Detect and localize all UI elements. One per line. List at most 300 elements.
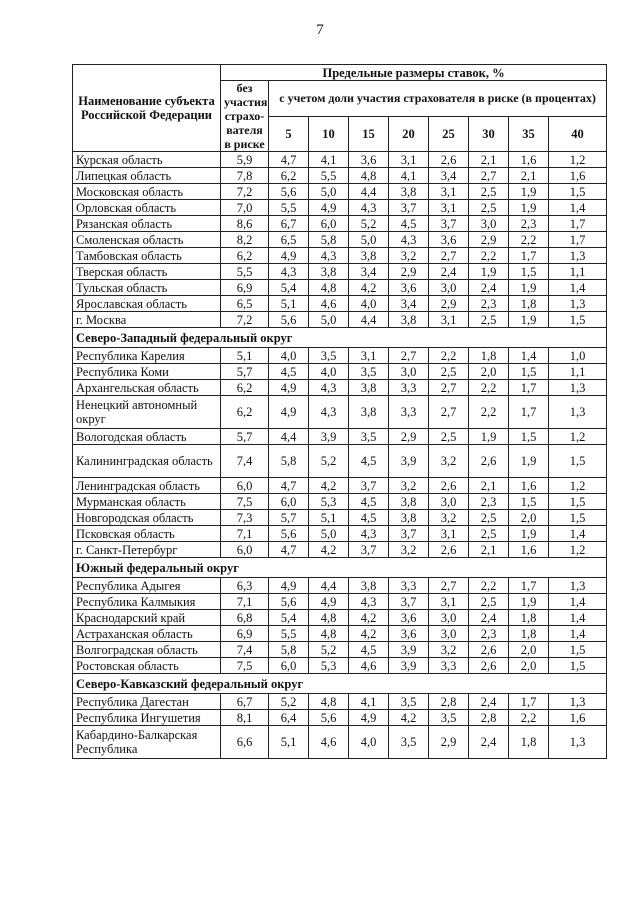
- share-rate-cell: 2,2: [469, 396, 509, 429]
- share-rate-cell: 5,5: [309, 168, 349, 184]
- table-row: [73, 200, 607, 216]
- share-rate-cell: 3,0: [429, 280, 469, 296]
- base-rate-cell: 8,1: [221, 710, 269, 726]
- share-rate-cell: 1,9: [509, 594, 549, 610]
- table-row: [73, 578, 607, 594]
- share-rate-cell: 2,0: [509, 658, 549, 674]
- share-rate-cell: 4,6: [309, 726, 349, 759]
- share-rate-cell: 1,3: [549, 578, 607, 594]
- share-rate-cell: 4,3: [269, 264, 309, 280]
- share-rate-cell: 1,9: [509, 526, 549, 542]
- share-rate-cell: 2,2: [469, 578, 509, 594]
- share-rate-cell: 1,8: [509, 610, 549, 626]
- share-rate-cell: 6,0: [269, 494, 309, 510]
- share-rate-cell: 2,6: [429, 478, 469, 494]
- share-rate-cell: 2,5: [469, 184, 509, 200]
- share-rate-cell: 4,5: [349, 510, 389, 526]
- table-row: [73, 494, 607, 510]
- region-name-cell: Краснодарский край: [73, 610, 221, 626]
- base-rate-cell: 7,2: [221, 184, 269, 200]
- share-rate-cell: 4,3: [309, 396, 349, 429]
- share-rate-cell: 1,7: [509, 396, 549, 429]
- share-rate-cell: 3,1: [429, 200, 469, 216]
- share-rate-cell: 2,4: [469, 726, 509, 759]
- share-rate-cell: 5,6: [269, 526, 309, 542]
- share-rate-cell: 4,7: [269, 478, 309, 494]
- share-rate-cell: 3,8: [349, 578, 389, 594]
- share-rate-cell: 5,3: [309, 658, 349, 674]
- region-name-cell: Мурманская область: [73, 494, 221, 510]
- share-rate-cell: 5,6: [269, 312, 309, 328]
- base-rate-cell: 6,0: [221, 478, 269, 494]
- table-row: [73, 726, 607, 759]
- share-rate-cell: 2,5: [469, 526, 509, 542]
- table-row: [73, 232, 607, 248]
- region-name-header: Наименование субъекта Российской Федерации: [73, 65, 221, 152]
- share-rate-cell: 2,1: [469, 152, 509, 168]
- share-rate-cell: 4,5: [349, 445, 389, 478]
- share-rate-cell: 1,8: [509, 726, 549, 759]
- share-rate-cell: 5,0: [309, 526, 349, 542]
- table-row: [73, 526, 607, 542]
- share-rate-cell: 1,2: [549, 429, 607, 445]
- share-rate-cell: 6,0: [309, 216, 349, 232]
- share-rate-cell: 2,1: [509, 168, 549, 184]
- share-rate-cell: 4,4: [269, 429, 309, 445]
- share-rate-cell: 1,7: [549, 232, 607, 248]
- section-row: [73, 558, 607, 578]
- region-name-cell: Липецкая область: [73, 168, 221, 184]
- share-rate-cell: 4,7: [269, 152, 309, 168]
- share-rate-cell: 2,7: [429, 248, 469, 264]
- region-name-cell: Кабардино-Балкарская Республика: [73, 726, 221, 759]
- share-rate-cell: 5,2: [269, 694, 309, 710]
- share-rate-cell: 4,8: [309, 694, 349, 710]
- share-rate-cell: 5,8: [269, 445, 309, 478]
- share-rate-cell: 2,5: [469, 594, 509, 610]
- base-rate-cell: 8,6: [221, 216, 269, 232]
- share-rate-cell: 1,3: [549, 380, 607, 396]
- region-name-cell: Ленинградская область: [73, 478, 221, 494]
- share-rate-cell: 3,3: [389, 578, 429, 594]
- share-rate-cell: 2,4: [429, 264, 469, 280]
- share-rate-cell: 3,3: [389, 396, 429, 429]
- share-rate-cell: 1,5: [509, 264, 549, 280]
- share-rate-cell: 4,0: [349, 726, 389, 759]
- table-row: [73, 348, 607, 364]
- share-rate-cell: 1,4: [549, 626, 607, 642]
- base-rate-cell: 6,3: [221, 578, 269, 594]
- share-rate-cell: 2,7: [429, 380, 469, 396]
- table-header: [73, 65, 607, 152]
- share-rate-cell: 5,7: [269, 510, 309, 526]
- share-rate-cell: 1,5: [549, 658, 607, 674]
- share-rate-cell: 1,8: [469, 348, 509, 364]
- table-row: [73, 396, 607, 429]
- share-rate-cell: 2,6: [429, 542, 469, 558]
- table-row: [73, 658, 607, 674]
- share-rate-cell: 2,9: [429, 726, 469, 759]
- share-rate-cell: 4,5: [349, 642, 389, 658]
- share-rate-cell: 3,9: [389, 658, 429, 674]
- share-rate-cell: 1,8: [509, 626, 549, 642]
- share-rate-cell: 4,9: [349, 710, 389, 726]
- share-rate-cell: 2,7: [429, 396, 469, 429]
- share-rate-cell: 1,3: [549, 248, 607, 264]
- base-rate-cell: 6,5: [221, 296, 269, 312]
- share-rate-cell: 4,8: [349, 168, 389, 184]
- base-rate-cell: 6,0: [221, 542, 269, 558]
- share-rate-cell: 3,7: [429, 216, 469, 232]
- share-rate-cell: 5,2: [349, 216, 389, 232]
- share-rate-cell: 3,4: [349, 264, 389, 280]
- share-rate-cell: 1,7: [509, 380, 549, 396]
- share-rate-cell: 4,2: [309, 542, 349, 558]
- base-rate-cell: 8,2: [221, 232, 269, 248]
- table-row: [73, 184, 607, 200]
- share-rate-cell: 3,7: [389, 594, 429, 610]
- table-row: [73, 610, 607, 626]
- percent-header-cell: 40: [549, 116, 607, 152]
- share-rate-cell: 2,5: [429, 364, 469, 380]
- table-row: [73, 710, 607, 726]
- share-rate-cell: 4,3: [309, 380, 349, 396]
- share-rate-cell: 3,0: [469, 216, 509, 232]
- share-rate-cell: 4,6: [309, 296, 349, 312]
- share-rate-cell: 4,5: [269, 364, 309, 380]
- region-name-cell: Вологодская область: [73, 429, 221, 445]
- share-rate-cell: 4,4: [309, 578, 349, 594]
- share-rate-cell: 5,6: [309, 710, 349, 726]
- share-rate-cell: 5,0: [309, 184, 349, 200]
- region-name-cell: Тверская область: [73, 264, 221, 280]
- table-row: [73, 510, 607, 526]
- share-rate-cell: 3,8: [309, 264, 349, 280]
- share-rate-cell: 1,6: [549, 168, 607, 184]
- share-rate-cell: 1,9: [469, 429, 509, 445]
- base-rate-cell: 6,6: [221, 726, 269, 759]
- share-rate-cell: 1,9: [469, 264, 509, 280]
- share-rate-cell: 3,8: [349, 248, 389, 264]
- share-rate-cell: 1,6: [509, 152, 549, 168]
- share-rate-cell: 4,7: [269, 542, 309, 558]
- share-rate-cell: 4,2: [309, 478, 349, 494]
- share-header: с учетом доли участия страхователя в риске (в процентах): [269, 81, 607, 117]
- share-rate-cell: 2,9: [389, 429, 429, 445]
- share-rate-cell: 1,5: [549, 642, 607, 658]
- share-rate-cell: 3,2: [429, 510, 469, 526]
- base-rate-cell: 7,5: [221, 658, 269, 674]
- table-row: [73, 478, 607, 494]
- share-rate-cell: 1,6: [509, 478, 549, 494]
- share-rate-cell: 3,4: [429, 168, 469, 184]
- share-rate-cell: 3,5: [429, 710, 469, 726]
- region-name-cell: Республика Коми: [73, 364, 221, 380]
- table-row: [73, 152, 607, 168]
- share-rate-cell: 2,7: [429, 578, 469, 594]
- base-rate-cell: 7,8: [221, 168, 269, 184]
- share-rate-cell: 3,2: [429, 445, 469, 478]
- share-rate-cell: 2,0: [509, 642, 549, 658]
- share-rate-cell: 2,4: [469, 694, 509, 710]
- share-rate-cell: 1,4: [549, 594, 607, 610]
- share-rate-cell: 1,5: [549, 510, 607, 526]
- share-rate-cell: 2,2: [509, 232, 549, 248]
- share-rate-cell: 2,7: [469, 168, 509, 184]
- base-rate-cell: 6,8: [221, 610, 269, 626]
- share-rate-cell: 2,6: [469, 445, 509, 478]
- share-rate-cell: 1,5: [549, 184, 607, 200]
- share-rate-cell: 1,9: [509, 184, 549, 200]
- base-rate-cell: 5,7: [221, 364, 269, 380]
- rates-table: [72, 64, 607, 759]
- region-name-cell: Московская область: [73, 184, 221, 200]
- table-row: [73, 296, 607, 312]
- region-name-cell: Республика Дагестан: [73, 694, 221, 710]
- section-row: [73, 328, 607, 348]
- base-rate-cell: 6,9: [221, 280, 269, 296]
- share-rate-cell: 2,2: [469, 380, 509, 396]
- share-rate-cell: 4,3: [349, 594, 389, 610]
- share-rate-cell: 2,0: [469, 364, 509, 380]
- region-name-cell: Псковская область: [73, 526, 221, 542]
- percent-header-cell: 20: [389, 116, 429, 152]
- share-rate-cell: 3,0: [429, 626, 469, 642]
- share-rate-cell: 1,4: [509, 348, 549, 364]
- share-rate-cell: 4,3: [309, 248, 349, 264]
- share-rate-cell: 2,1: [469, 478, 509, 494]
- share-rate-cell: 4,9: [309, 200, 349, 216]
- share-rate-cell: 2,1: [469, 542, 509, 558]
- share-rate-cell: 3,1: [429, 526, 469, 542]
- share-rate-cell: 5,4: [269, 280, 309, 296]
- share-rate-cell: 3,6: [389, 610, 429, 626]
- share-rate-cell: 1,2: [549, 478, 607, 494]
- base-rate-cell: 6,9: [221, 626, 269, 642]
- share-rate-cell: 1,5: [509, 429, 549, 445]
- share-rate-cell: 1,4: [549, 200, 607, 216]
- share-rate-cell: 3,8: [389, 494, 429, 510]
- share-rate-cell: 6,2: [269, 168, 309, 184]
- share-rate-cell: 3,5: [389, 694, 429, 710]
- share-rate-cell: 3,9: [309, 429, 349, 445]
- share-rate-cell: 2,9: [429, 296, 469, 312]
- share-rate-cell: 5,0: [349, 232, 389, 248]
- share-rate-cell: 4,0: [309, 364, 349, 380]
- share-rate-cell: 1,3: [549, 396, 607, 429]
- share-rate-cell: 2,3: [509, 216, 549, 232]
- share-rate-cell: 3,8: [389, 184, 429, 200]
- share-rate-cell: 3,1: [349, 348, 389, 364]
- share-rate-cell: 1,1: [549, 264, 607, 280]
- share-rate-cell: 3,1: [429, 594, 469, 610]
- share-rate-cell: 5,0: [309, 312, 349, 328]
- section-title: Южный федеральный округ: [73, 558, 607, 578]
- table-row: [73, 642, 607, 658]
- share-rate-cell: 1,9: [509, 312, 549, 328]
- base-rate-cell: 7,4: [221, 445, 269, 478]
- table-body: [73, 152, 607, 759]
- base-rate-cell: 5,7: [221, 429, 269, 445]
- share-rate-cell: 6,4: [269, 710, 309, 726]
- share-rate-cell: 3,6: [349, 152, 389, 168]
- share-rate-cell: 5,3: [309, 494, 349, 510]
- share-rate-cell: 1,3: [549, 726, 607, 759]
- percent-header-cell: 25: [429, 116, 469, 152]
- share-rate-cell: 2,8: [429, 694, 469, 710]
- share-rate-cell: 3,5: [309, 348, 349, 364]
- share-rate-cell: 3,2: [389, 248, 429, 264]
- base-rate-cell: 6,2: [221, 248, 269, 264]
- share-rate-cell: 4,2: [349, 610, 389, 626]
- share-rate-cell: 1,3: [549, 694, 607, 710]
- share-rate-cell: 4,5: [389, 216, 429, 232]
- base-rate-cell: 7,1: [221, 594, 269, 610]
- share-rate-cell: 5,1: [269, 726, 309, 759]
- base-rate-cell: 7,5: [221, 494, 269, 510]
- share-rate-cell: 3,3: [389, 380, 429, 396]
- share-rate-cell: 4,4: [349, 312, 389, 328]
- region-name-cell: Волгоградская область: [73, 642, 221, 658]
- share-rate-cell: 2,4: [469, 280, 509, 296]
- share-rate-cell: 2,2: [469, 248, 509, 264]
- table-row: [73, 216, 607, 232]
- share-rate-cell: 3,7: [349, 478, 389, 494]
- share-rate-cell: 3,1: [429, 184, 469, 200]
- share-rate-cell: 3,2: [389, 478, 429, 494]
- percent-header-cell: 30: [469, 116, 509, 152]
- share-rate-cell: 3,6: [389, 280, 429, 296]
- share-rate-cell: 1,4: [549, 280, 607, 296]
- region-name-cell: Орловская область: [73, 200, 221, 216]
- share-rate-cell: 5,1: [309, 510, 349, 526]
- region-name-cell: Архангельская область: [73, 380, 221, 396]
- share-rate-cell: 4,2: [349, 626, 389, 642]
- share-rate-cell: 4,1: [349, 694, 389, 710]
- share-rate-cell: 3,7: [389, 526, 429, 542]
- share-rate-cell: 3,2: [389, 542, 429, 558]
- table-row: [73, 429, 607, 445]
- share-rate-cell: 3,8: [389, 510, 429, 526]
- region-name-cell: Рязанская область: [73, 216, 221, 232]
- region-name-cell: Астраханская область: [73, 626, 221, 642]
- share-rate-cell: 3,9: [389, 642, 429, 658]
- share-rate-cell: 5,4: [269, 610, 309, 626]
- region-name-cell: Ростовская область: [73, 658, 221, 674]
- percent-header-cell: 15: [349, 116, 389, 152]
- share-rate-cell: 4,6: [349, 658, 389, 674]
- region-name-cell: Тамбовская область: [73, 248, 221, 264]
- base-rate-cell: 5,1: [221, 348, 269, 364]
- share-rate-cell: 4,0: [349, 296, 389, 312]
- region-name-cell: Республика Адыгея: [73, 578, 221, 594]
- section-title: Северо-Кавказский федеральный округ: [73, 674, 607, 694]
- share-rate-cell: 4,9: [269, 380, 309, 396]
- table-row: [73, 626, 607, 642]
- share-rate-cell: 3,7: [389, 200, 429, 216]
- share-rate-cell: 1,2: [549, 542, 607, 558]
- share-rate-cell: 4,8: [309, 280, 349, 296]
- table-row: [73, 248, 607, 264]
- share-rate-cell: 4,2: [389, 710, 429, 726]
- share-rate-cell: 5,6: [269, 594, 309, 610]
- share-rate-cell: 4,1: [389, 168, 429, 184]
- share-rate-cell: 1,5: [549, 494, 607, 510]
- share-rate-cell: 1,5: [509, 364, 549, 380]
- share-rate-cell: 3,6: [429, 232, 469, 248]
- percent-header-cell: 35: [509, 116, 549, 152]
- percent-header-cell: 10: [309, 116, 349, 152]
- share-rate-cell: 4,3: [349, 526, 389, 542]
- share-rate-cell: 3,1: [429, 312, 469, 328]
- share-rate-cell: 1,3: [549, 296, 607, 312]
- share-rate-cell: 2,2: [429, 348, 469, 364]
- share-rate-cell: 2,8: [469, 710, 509, 726]
- share-rate-cell: 2,5: [469, 312, 509, 328]
- page-number: 7: [316, 22, 324, 38]
- share-rate-cell: 2,3: [469, 296, 509, 312]
- table-row: [73, 445, 607, 478]
- table-row: [73, 264, 607, 280]
- base-rate-cell: 5,9: [221, 152, 269, 168]
- share-rate-cell: 5,6: [269, 184, 309, 200]
- share-rate-cell: 1,9: [509, 200, 549, 216]
- share-rate-cell: 1,4: [549, 610, 607, 626]
- table-row: [73, 312, 607, 328]
- share-rate-cell: 3,9: [389, 445, 429, 478]
- table-row: [73, 364, 607, 380]
- share-rate-cell: 4,1: [309, 152, 349, 168]
- base-rate-cell: 7,4: [221, 642, 269, 658]
- share-rate-cell: 3,0: [429, 610, 469, 626]
- share-rate-cell: 2,9: [389, 264, 429, 280]
- share-rate-cell: 1,9: [509, 280, 549, 296]
- share-rate-cell: 4,4: [349, 184, 389, 200]
- share-rate-cell: 1,7: [509, 248, 549, 264]
- share-rate-cell: 4,9: [269, 578, 309, 594]
- table-row: [73, 542, 607, 558]
- share-rate-cell: 4,3: [349, 200, 389, 216]
- share-rate-cell: 6,7: [269, 216, 309, 232]
- share-rate-cell: 5,2: [309, 642, 349, 658]
- share-rate-cell: 6,5: [269, 232, 309, 248]
- share-rate-cell: 3,4: [389, 296, 429, 312]
- share-rate-cell: 1,6: [549, 710, 607, 726]
- share-rate-cell: 1,2: [549, 152, 607, 168]
- share-rate-cell: 5,8: [269, 642, 309, 658]
- share-rate-cell: 5,2: [309, 445, 349, 478]
- share-rate-cell: 4,8: [309, 610, 349, 626]
- base-rate-cell: 6,2: [221, 396, 269, 429]
- share-rate-cell: 5,1: [269, 296, 309, 312]
- share-rate-cell: 1,4: [549, 526, 607, 542]
- share-rate-cell: 3,3: [429, 658, 469, 674]
- share-rate-cell: 4,9: [269, 248, 309, 264]
- table-row: [73, 168, 607, 184]
- share-rate-cell: 3,0: [429, 494, 469, 510]
- base-rate-cell: 6,2: [221, 380, 269, 396]
- share-rate-cell: 1,5: [549, 445, 607, 478]
- share-rate-cell: 2,6: [469, 642, 509, 658]
- share-rate-cell: 1,7: [509, 694, 549, 710]
- section-title: Северо-Западный федеральный округ: [73, 328, 607, 348]
- share-rate-cell: 2,3: [469, 626, 509, 642]
- region-name-cell: Республика Калмыкия: [73, 594, 221, 610]
- share-rate-cell: 3,1: [389, 152, 429, 168]
- share-rate-cell: 4,8: [309, 626, 349, 642]
- rates-main-header: Предельные размеры ставок, %: [221, 65, 607, 81]
- table-row: [73, 594, 607, 610]
